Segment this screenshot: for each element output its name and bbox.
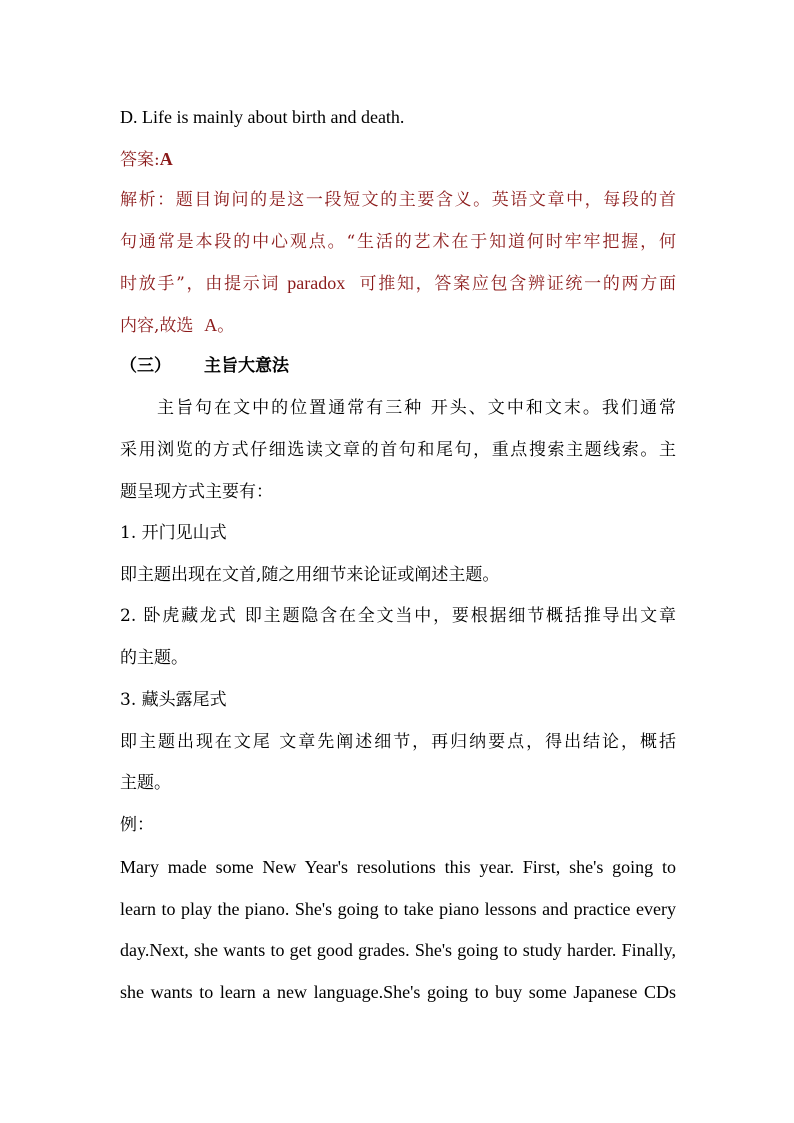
- answer-label: 答案:: [120, 150, 160, 170]
- analysis-term-paradox: paradox: [287, 273, 346, 293]
- analysis-choice: A: [204, 315, 218, 335]
- analysis-line-3: [120, 272, 676, 295]
- intro-line-2: 采用浏览的方式仔细选读文章的首句和尾句，重点搜索主题线索。主: [120, 440, 676, 460]
- section-number: （三）: [120, 356, 171, 376]
- analysis-line-4-start: 内容,故选: [120, 316, 194, 336]
- section-title: 主旨大意法: [204, 356, 289, 376]
- method-1-desc: 即主题出现在文首,随之用细节来论证或阐述主题。: [120, 565, 500, 585]
- analysis-line-4-end: 。: [217, 316, 235, 336]
- method-3-desc-2: 主题。: [120, 773, 171, 793]
- intro-line-3: 题呈现方式主要有：: [120, 482, 273, 502]
- example-line-2: learn to play the piano. She's going to take piano lessons and practice every: [120, 899, 676, 919]
- section-heading: [120, 355, 676, 377]
- example-label: 例：: [120, 815, 154, 835]
- example-line-4: she wants to learn a new language.She's going to buy some Japanese CDs: [120, 982, 676, 1002]
- method-2-desc: 的主题。: [120, 648, 188, 668]
- example-line-3: day.Next, she wants to get good grades. She's going to study harder. Finally,: [120, 940, 676, 960]
- answer-value: A: [159, 149, 173, 169]
- analysis-line-1: 解析：题目询问的是这一段短文的主要含义。英语文章中，每段的首: [120, 190, 676, 210]
- method-3-heading: 3. 藏头露尾式: [120, 690, 227, 710]
- answer-line: [120, 148, 676, 171]
- method-1-heading: 1. 开门见山式: [120, 523, 227, 543]
- intro-line-1: 主旨句在文中的位置通常有三种 开头、文中和文末。我们通常: [157, 398, 676, 418]
- analysis-line-2: 句通常是本段的中心观点。“生活的艺术在于知道何时牢牢把握，何: [120, 232, 676, 252]
- method-3-desc-1: 即主题出现在文尾 文章先阐述细节，再归纳要点，得出结论，概括: [120, 732, 676, 752]
- method-2-heading: 2. 卧虎藏龙式 即主题隐含在全文当中，要根据细节概括推导出文章: [120, 606, 676, 626]
- option-d: D. Life is mainly about birth and death.: [120, 107, 405, 127]
- analysis-line-3-start: 时放手”，由提示词: [120, 274, 281, 294]
- example-line-1: Mary made some New Year's resolutions this year. First, she's going to: [120, 857, 676, 877]
- analysis-line-4: [120, 314, 676, 337]
- analysis-line-3-end: 可推知，答案应包含辨证统一的两方面: [359, 274, 676, 294]
